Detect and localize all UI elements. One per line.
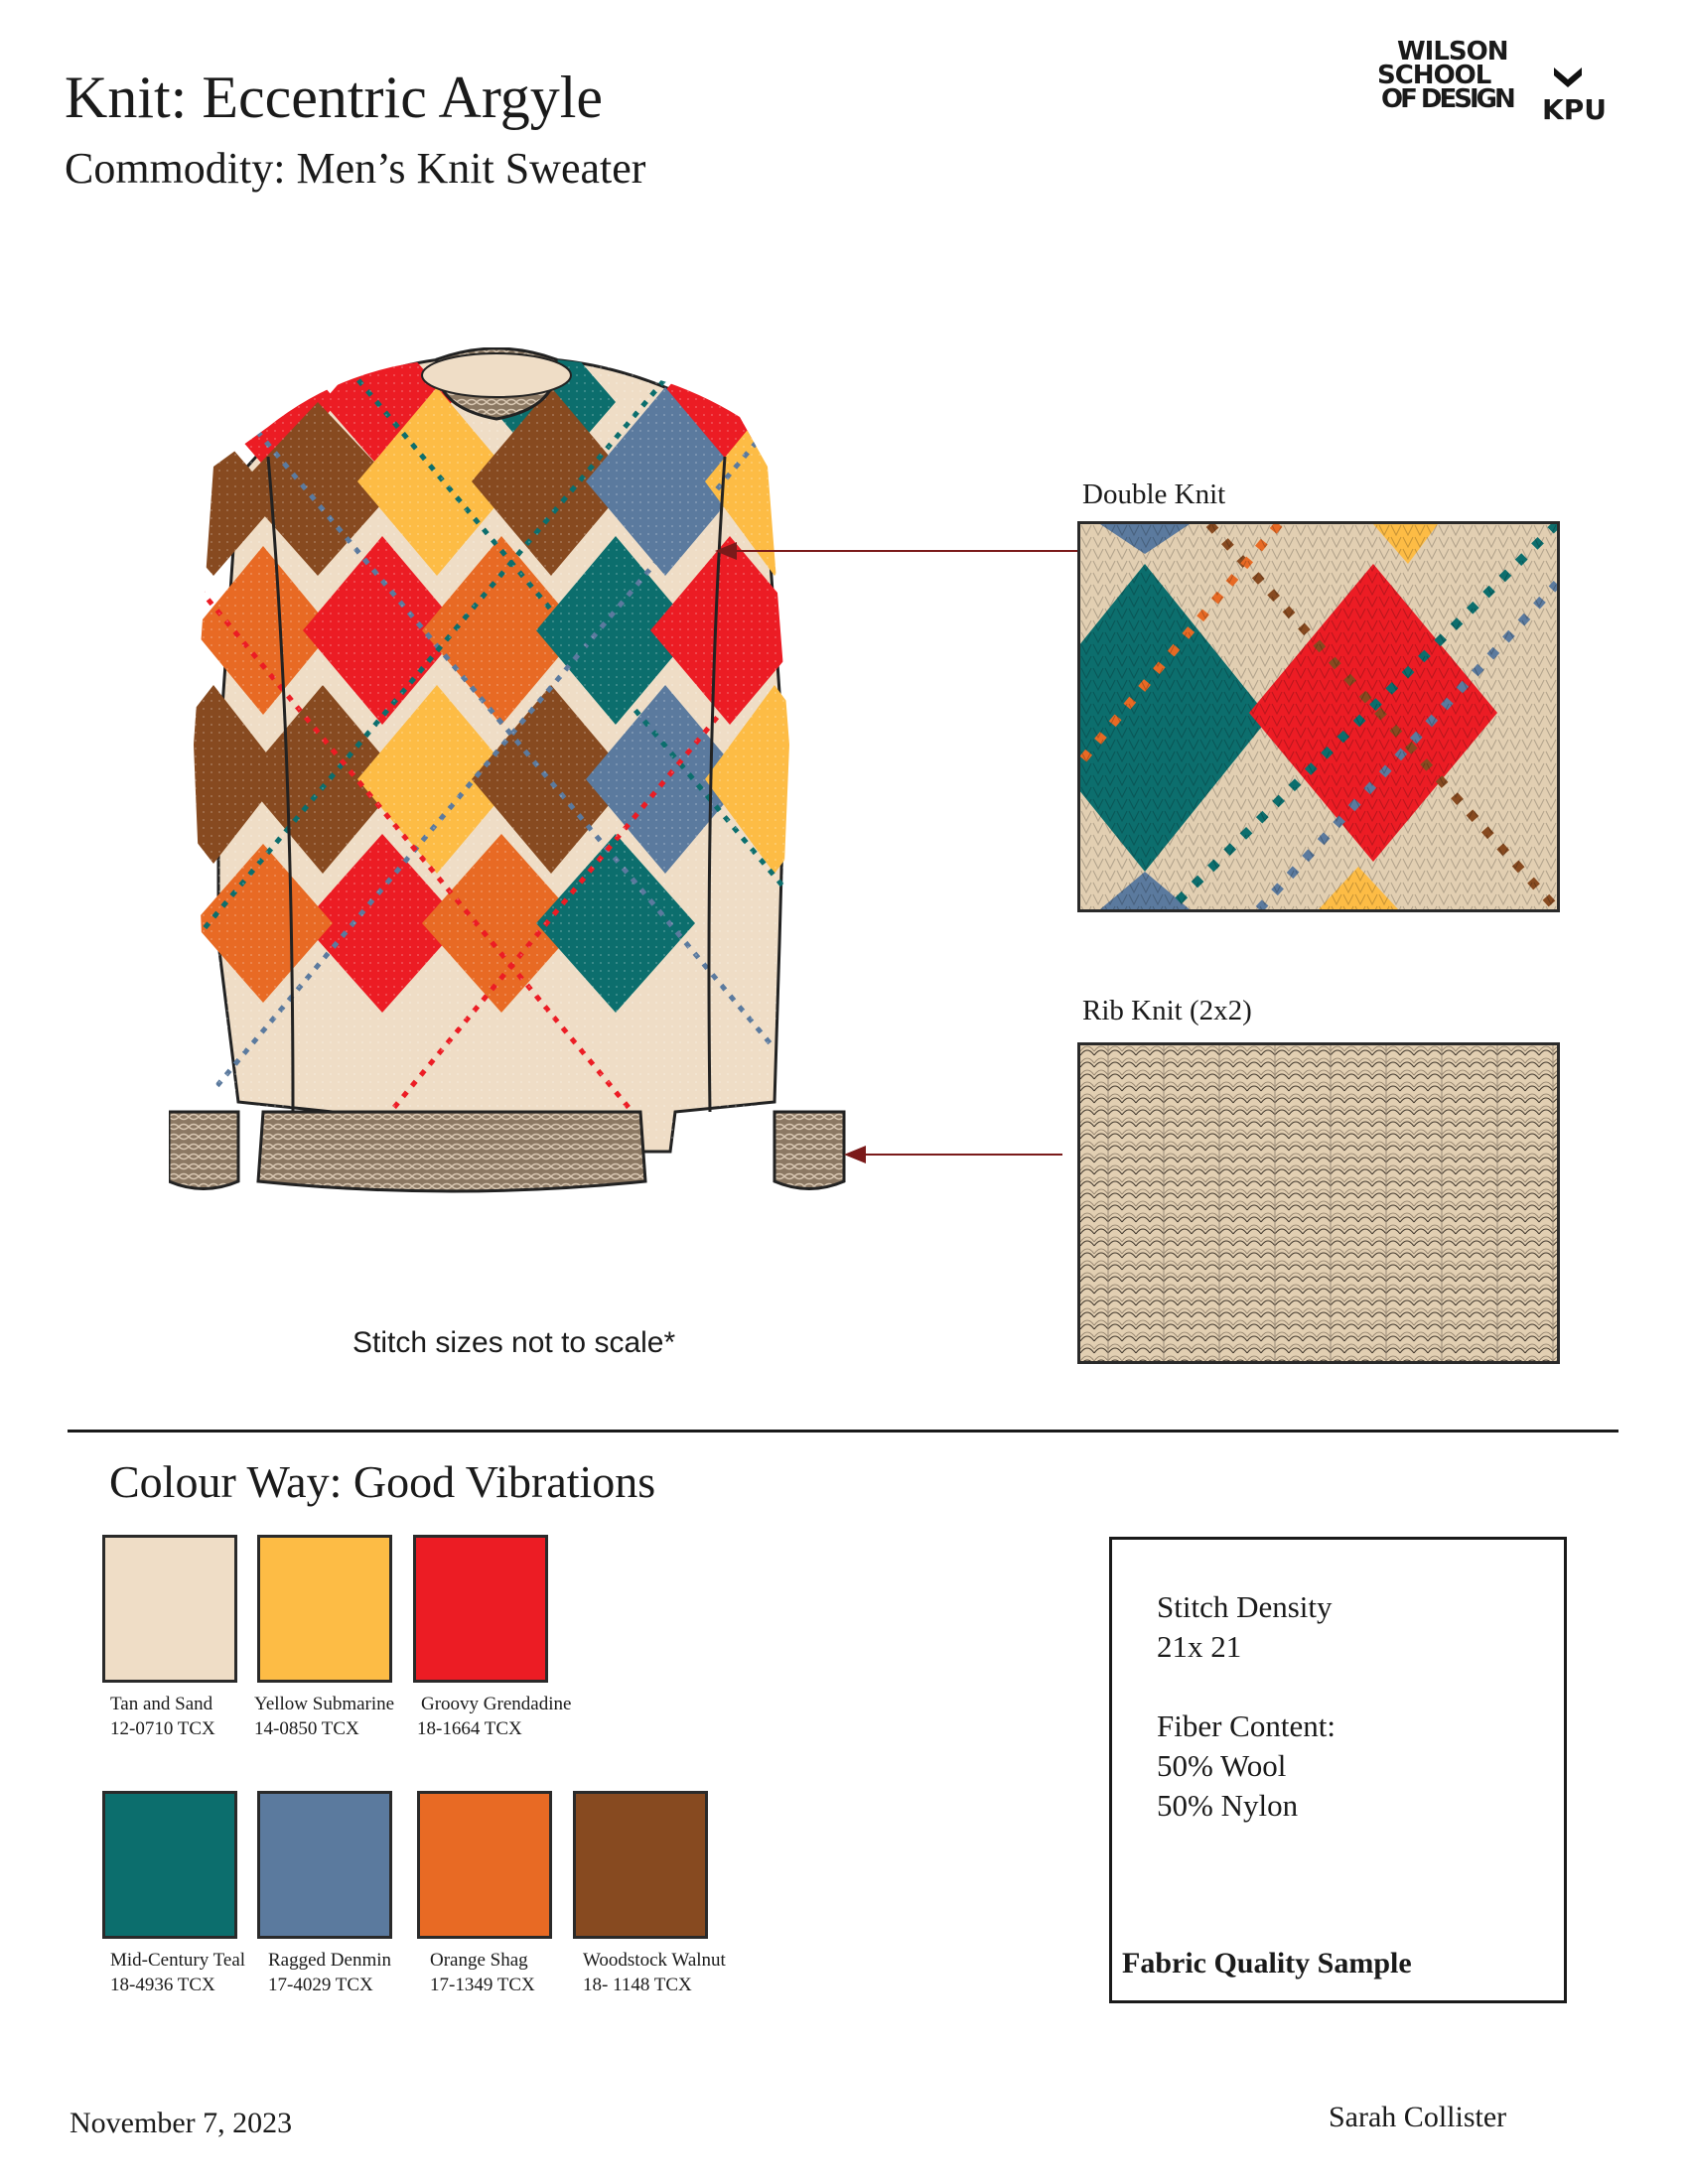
swatch-name: Ragged Denmin — [268, 1950, 392, 1971]
swatch-ragged-denmin — [257, 1791, 392, 1939]
swatch-name: Woodstock Walnut — [583, 1950, 726, 1971]
section-divider — [68, 1430, 1618, 1433]
swatch-name: Yellow Submarine — [254, 1694, 395, 1714]
swatch-orange-shag — [417, 1791, 552, 1939]
swatch-name: Mid-Century Teal — [110, 1950, 246, 1971]
swatch-mid-century-teal — [102, 1791, 237, 1939]
swatch-groovy-grendadine — [413, 1535, 548, 1683]
swatch-name: Groovy Grendadine — [421, 1694, 572, 1714]
swatch-code: 18- 1148 TCX — [583, 1975, 692, 1995]
double-knit-pattern — [1080, 524, 1557, 909]
rib-knit-pattern — [1080, 1045, 1557, 1361]
stitch-density-label: Stitch Density — [1157, 1589, 1333, 1624]
fiber-content-label: Fiber Content: — [1157, 1708, 1336, 1743]
double-knit-arrow — [715, 536, 1092, 566]
colourway-title: Colour Way: Good Vibrations — [109, 1456, 656, 1507]
sweater-illustration — [169, 347, 904, 1221]
stitch-density-value: 21x 21 — [1157, 1629, 1242, 1664]
fabric-spec-box — [1109, 1537, 1567, 2003]
swatch-code: 18-1664 TCX — [417, 1718, 522, 1739]
swatch-woodstock-walnut — [573, 1791, 708, 1939]
swatch-code: 18-4936 TCX — [110, 1975, 215, 1995]
double-knit-label: Double Knit — [1082, 478, 1226, 510]
swatch-yellow-submarine — [257, 1535, 392, 1683]
swatch-name: Tan and Sand — [110, 1694, 213, 1714]
wilson-logo-text — [1375, 37, 1513, 114]
swatch-code: 17-1349 TCX — [430, 1975, 535, 1995]
fiber-nylon: 50% Nylon — [1157, 1788, 1299, 1823]
author-name: Sarah Collister — [1329, 2101, 1507, 2133]
page-title: Knit: Eccentric Argyle — [65, 65, 604, 130]
rib-knit-arrow — [844, 1140, 1062, 1169]
swatch-code: 14-0850 TCX — [254, 1718, 359, 1739]
document-date: November 7, 2023 — [70, 2107, 293, 2139]
swatch-name: Orange Shag — [430, 1950, 528, 1971]
rib-knit-sample — [1077, 1042, 1560, 1364]
fabric-quality-sample-label: Fabric Quality Sample — [1122, 1947, 1412, 1979]
kpu-logo — [1542, 68, 1607, 126]
double-knit-sample — [1077, 521, 1560, 912]
scale-note: Stitch sizes not to scale* — [352, 1326, 676, 1359]
swatch-code: 12-0710 TCX — [110, 1718, 215, 1739]
page-subtitle: Commodity: Men’s Knit Sweater — [65, 144, 646, 193]
swatch-code: 17-4029 TCX — [268, 1975, 373, 1995]
logo-line-3: OF DESIGN — [1381, 84, 1513, 114]
logo-line-2: SCHOOL — [1377, 61, 1491, 90]
wilson-school-kpu-logo — [1375, 37, 1614, 139]
fiber-wool: 50% Wool — [1157, 1748, 1287, 1783]
rib-knit-label: Rib Knit (2x2) — [1082, 995, 1252, 1026]
swatch-tan-and-sand — [102, 1535, 237, 1683]
kpu-text: KPU — [1542, 93, 1607, 126]
logo-line-1: WILSON — [1397, 37, 1508, 67]
